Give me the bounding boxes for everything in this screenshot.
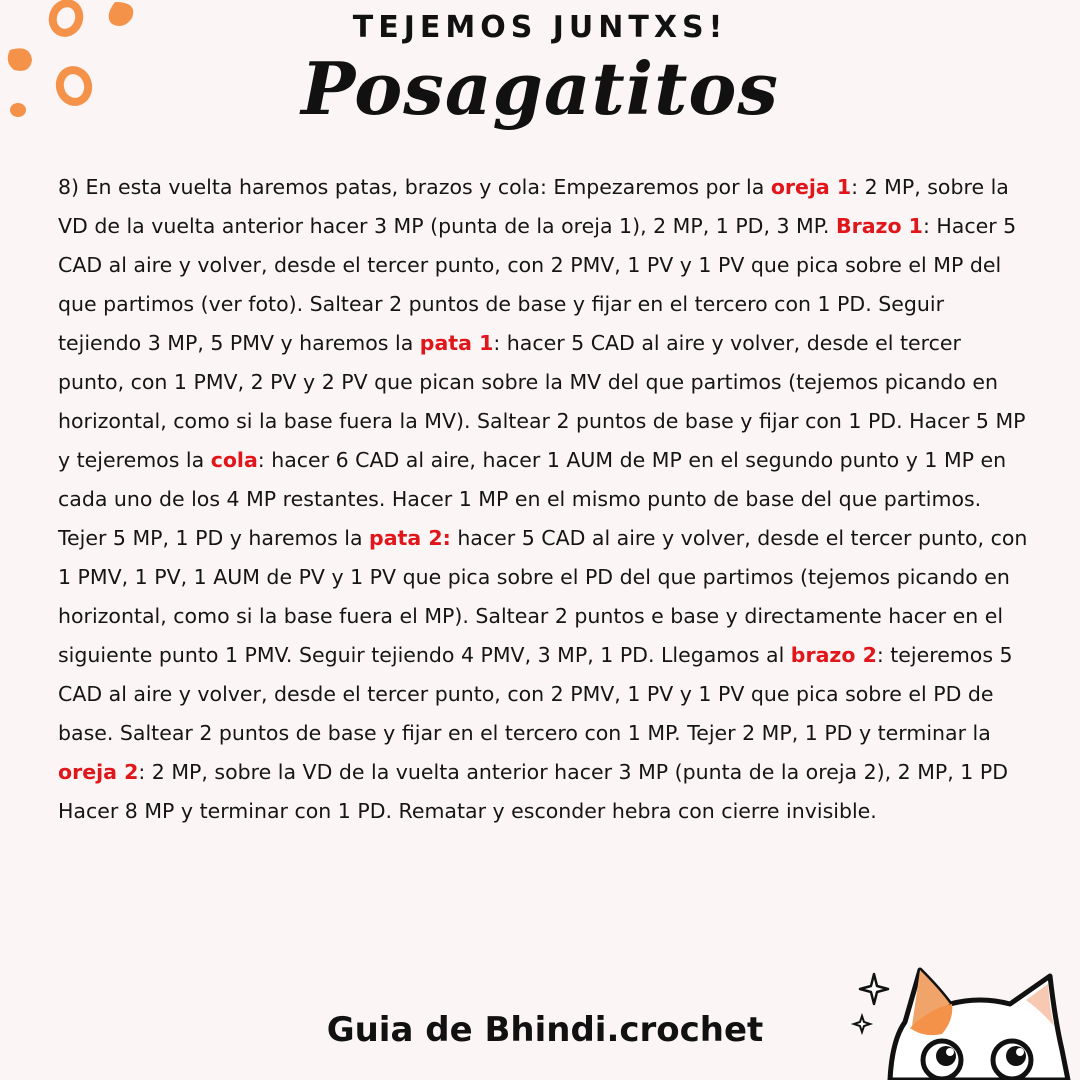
instruction-text: 8) En esta vuelta haremos patas, brazos y cola: Empezaremos por la bbox=[58, 175, 771, 199]
instruction-text: hacer 5 CAD al aire y volver, desde el tercer punto, con 1 PMV, 1 PV, 1 AUM de PV y 1 PV que pica sobre el PD del que partimos (tejemos picando en horizontal, como si la base fuera el MP). Saltear 2 puntos e base y directamente hacer en el siguiente punto 1 PMV. Seguir tejiendo 4 PMV, 3 MP, 1 PD. Llegamos al bbox=[58, 526, 1028, 667]
highlight-brazo-2: brazo 2 bbox=[790, 643, 877, 667]
instruction-text: : Hacer 5 CAD al aire y volver, desde el tercer punto, con 2 PMV, 1 PV y 1 PV que pica sobre el MP del que partimos (ver foto). Saltear 2 puntos de base y fijar en el tercero con 1 PD. Seguir tejiendo 3 MP, 5 PMV y haremos la bbox=[58, 214, 1017, 355]
page-title: Posagatitos bbox=[301, 46, 779, 131]
instruction-text: : tejeremos 5 CAD al aire y volver, desde el tercer punto, con 2 PMV, 1 PV y 1 PV que pica sobre el PD de base. Saltear 2 puntos de base y fijar en el tercero con 1 MP. Tejer 2 MP, 1 PD y terminar la bbox=[58, 643, 1013, 745]
cat-mascot-icon bbox=[850, 960, 1080, 1080]
highlight-oreja-2: oreja 2 bbox=[58, 760, 139, 784]
highlight-pata-1: pata 1 bbox=[419, 331, 494, 355]
instruction-text: : 2 MP, sobre la VD de la vuelta anterior hacer 3 MP (punta de la oreja 1), 2 MP, 1 PD, 3 MP. bbox=[58, 175, 1009, 238]
instruction-text: : hacer 6 CAD al aire, hacer 1 AUM de MP en el segundo punto y 1 MP en cada uno de los 4 MP restantes. Hacer 1 MP en el mismo punto de base del que partimos. Tejer 5 MP, 1 PD y haremos la bbox=[58, 448, 1007, 550]
instruction-text: : hacer 5 CAD al aire y volver, desde el tercer punto, con 1 PMV, 2 PV y 2 PV que pican sobre la MV del que partimos (tejemos picando en horizontal, como si la base fuera la MV). Saltear 2 puntos de base y fijar con 1 PD. Hacer 5 MP y tejeremos la bbox=[58, 331, 1026, 472]
highlight-brazo-1: Brazo 1 bbox=[835, 214, 923, 238]
footer-credit: Guia de Bhindi.crochet bbox=[326, 1010, 764, 1050]
highlight-oreja-1: oreja 1 bbox=[770, 175, 852, 199]
sparkle-icon bbox=[854, 1016, 870, 1032]
highlight-cola: cola bbox=[210, 448, 258, 472]
instruction-text: : 2 MP, sobre la VD de la vuelta anterior hacer 3 MP (punta de la oreja 2), 2 MP, 1 PD Hacer 8 MP y terminar con 1 PD. Rematar y esconder hebra con cierre invisible. bbox=[58, 760, 1009, 823]
highlight-pata-2: pata 2: bbox=[369, 526, 451, 550]
pattern-instructions bbox=[58, 168, 1033, 831]
sparkle-icon bbox=[860, 974, 888, 1004]
header-subtitle: TEJEMOS JUNTXS! bbox=[352, 10, 728, 45]
